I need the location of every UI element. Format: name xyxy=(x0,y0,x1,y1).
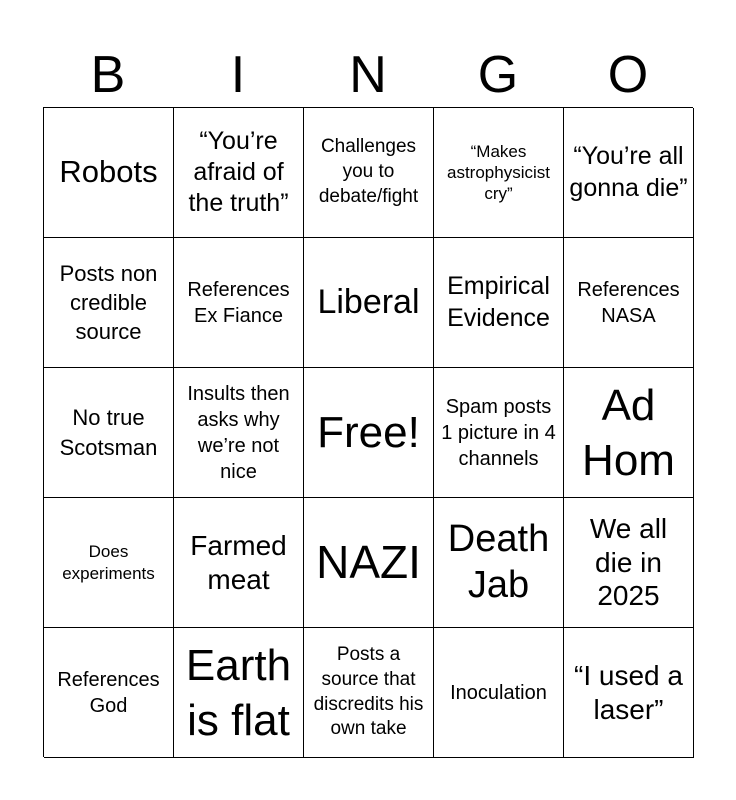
bingo-cell[interactable]: Earth is flat xyxy=(174,628,304,758)
bingo-cell[interactable]: References Ex Fiance xyxy=(174,238,304,368)
bingo-cell[interactable]: Liberal xyxy=(304,238,434,368)
bingo-cell[interactable]: Inoculation xyxy=(434,628,564,758)
bingo-cell[interactable]: Death Jab xyxy=(434,498,564,628)
bingo-cell[interactable]: Empirical Evidence xyxy=(434,238,564,368)
bingo-card-grid xyxy=(43,107,693,757)
bingo-cell[interactable]: “Makes astrophysicist cry” xyxy=(434,108,564,238)
bingo-cell[interactable]: Insults then asks why we’re not nice xyxy=(174,368,304,498)
header-letter-o: O xyxy=(607,46,649,104)
bingo-cell[interactable]: NAZI xyxy=(304,498,434,628)
bingo-cell[interactable]: “You’re all gonna die” xyxy=(564,108,694,238)
header-letter-b: B xyxy=(90,46,126,104)
bingo-cell[interactable]: Spam posts 1 picture in 4 channels xyxy=(434,368,564,498)
header-letter-n: N xyxy=(349,46,387,104)
bingo-cell[interactable]: Ad Hom xyxy=(564,368,694,498)
bingo-cell[interactable]: Farmed meat xyxy=(174,498,304,628)
bingo-cell[interactable]: Robots xyxy=(44,108,174,238)
bingo-cell[interactable]: No true Scotsman xyxy=(44,368,174,498)
bingo-cell[interactable]: References NASA xyxy=(564,238,694,368)
header-letter-g: G xyxy=(477,46,519,104)
bingo-cell[interactable]: “You’re afraid of the truth” xyxy=(174,108,304,238)
bingo-cell[interactable]: We all die in 2025 xyxy=(564,498,694,628)
bingo-header xyxy=(43,44,693,106)
bingo-cell[interactable]: “I used a laser” xyxy=(564,628,694,758)
bingo-cell[interactable]: Posts a source that discredits his own take xyxy=(304,628,434,758)
bingo-cell[interactable]: Posts non credible source xyxy=(44,238,174,368)
bingo-cell[interactable]: References God xyxy=(44,628,174,758)
bingo-cell[interactable]: Challenges you to debate/fight xyxy=(304,108,434,238)
free-space-cell[interactable]: Free! xyxy=(304,368,434,498)
bingo-cell[interactable]: Does experiments xyxy=(44,498,174,628)
header-letter-i: I xyxy=(230,46,246,104)
